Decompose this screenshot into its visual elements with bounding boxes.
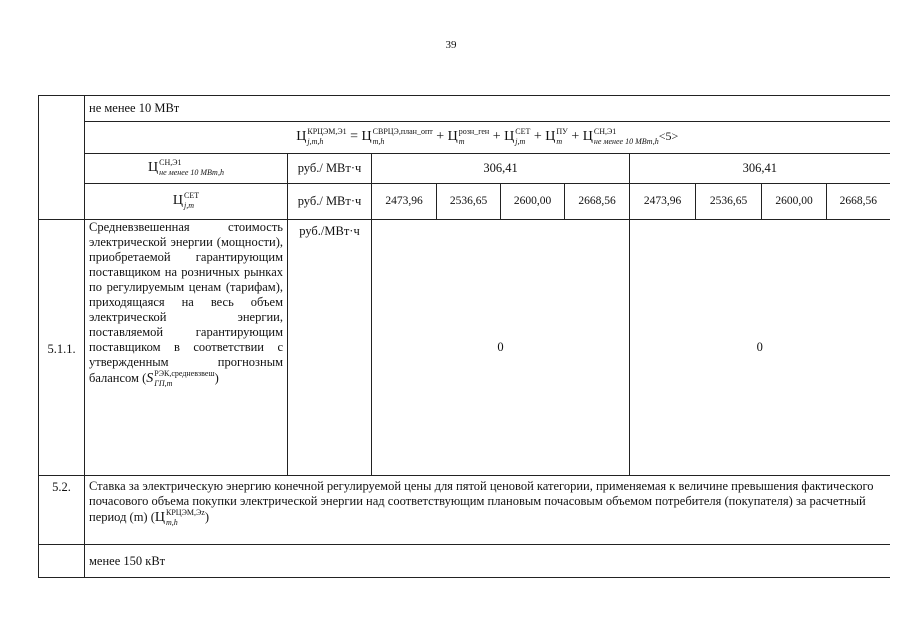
sn-value-right: 306,41 <box>630 154 890 184</box>
table-row <box>39 184 890 220</box>
set-value: 2668,56 <box>565 184 630 220</box>
set-value: 2473,96 <box>372 184 437 220</box>
number-cell-empty <box>39 545 85 578</box>
set-value: 2600,00 <box>501 184 565 220</box>
price-formula: Ц КРЦЭМ,Э1 j,m,h = Ц СВРЦЭ,план_опт m,h + Ц розн_ген m + Ц СЕТ j,m + Ц ПУ m + Ц СН,Э1 не менее 10 МВт,h <5> <box>85 122 890 154</box>
page-number: 39 <box>445 39 457 51</box>
row-number: 5.2. <box>39 476 85 545</box>
set-value: 2473,96 <box>630 184 696 220</box>
value-right: 0 <box>630 220 890 476</box>
set-value: 2536,65 <box>437 184 501 220</box>
capacity-caption: не менее 10 МВт <box>85 96 890 122</box>
table-row <box>39 96 890 122</box>
sn-symbol: Ц СН,Э1 не менее 10 МВт,h <box>85 154 288 184</box>
set-value: 2536,65 <box>696 184 762 220</box>
set-value: 2668,56 <box>827 184 890 220</box>
table-row <box>39 154 890 184</box>
set-value: 2600,00 <box>762 184 827 220</box>
sn-unit: руб./ МВт·ч <box>288 154 372 184</box>
row-description: Ставка за электрическую энергию конечной регулируемой цены для пятой ценовой категории, применяемая к величине превышения фактического почасового объема покупки электрической энергии над соответствующим плановым почасовым объемом потребителя (покупателя) за расчетный период (m) (Ц КРЦЭМ,Эz m,h ) <box>85 476 890 545</box>
table-row <box>39 545 890 578</box>
set-symbol: Ц СЕТ j,m <box>85 184 288 220</box>
row-unit: руб./МВт·ч <box>288 220 372 476</box>
number-cell-empty <box>39 96 85 220</box>
table-row <box>39 220 890 476</box>
tariff-table <box>38 95 890 578</box>
set-unit: руб./ МВт·ч <box>288 184 372 220</box>
sn-value-left: 306,41 <box>372 154 630 184</box>
table-row <box>39 122 890 154</box>
table-row <box>39 476 890 545</box>
value-left: 0 <box>372 220 630 476</box>
row-description: Средневзвешенная стоимость электрической энергии (мощности), приобретаемой гарантирующим поставщиком на розничных рынках по регулируемым ценам (тарифам), приходящаяся на весь объем электрической энергии, поставляемой гарантирующим поставщиком в соответствии с утвержденным прогнозным балансом (S РЭК,средневзвеш ГП,m ) <box>85 220 288 476</box>
row-number: 5.1.1. <box>39 220 85 476</box>
capacity-caption: менее 150 кВт <box>85 545 890 578</box>
